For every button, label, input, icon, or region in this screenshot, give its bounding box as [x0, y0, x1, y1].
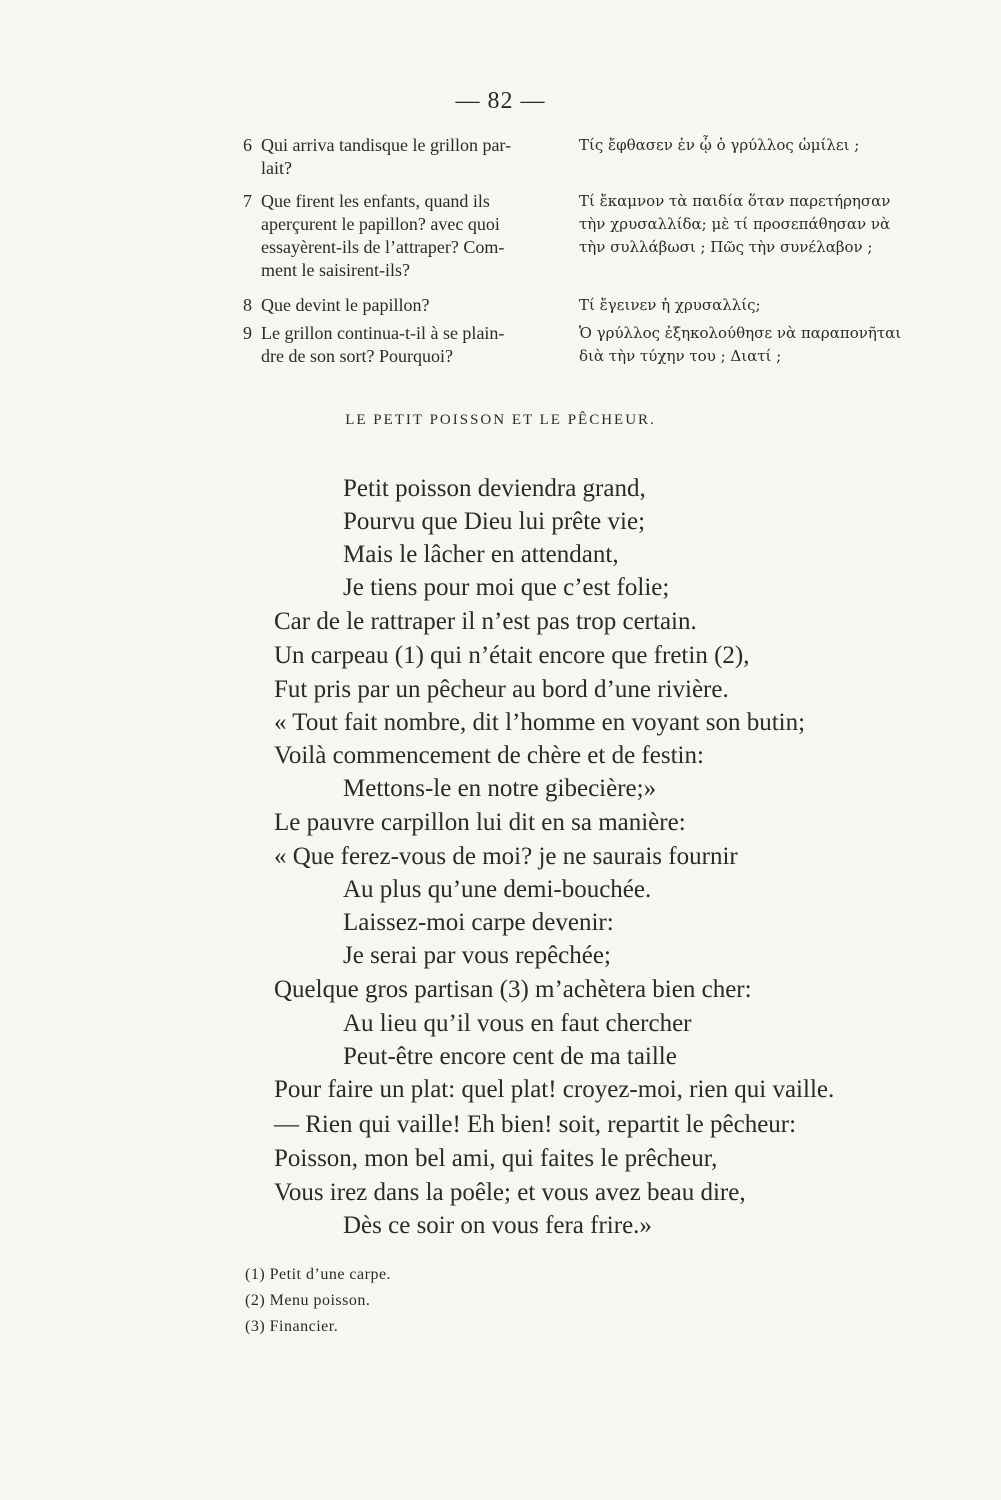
- question-french: [261, 134, 581, 180]
- verse-line: Quelque gros partisan (3) m’achètera bien cher:: [274, 976, 752, 1003]
- text-line: ment le saisirent-ils?: [261, 260, 410, 280]
- question-number: 9: [243, 323, 252, 343]
- verse-line: Laissez-moi carpe devenir:: [343, 909, 614, 936]
- question-greek: [579, 134, 939, 157]
- fable-title: LE PETIT POISSON ET LE PÊCHEUR.: [345, 412, 656, 428]
- verse-line: Au lieu qu’il vous en faut chercher: [343, 1010, 692, 1037]
- text-line: Τί ἔκαμνον τὰ παιδία ὅταν παρετήρησαν: [579, 192, 891, 210]
- question-9: [243, 322, 943, 368]
- verse-line: Un carpeau (1) qui n’était encore que fretin (2),: [274, 642, 750, 669]
- verse-line: « Tout fait nombre, dit l’homme en voyant son butin;: [274, 709, 806, 736]
- text-line: τὴν χρυσαλλίδα; μὲ τί προσεπάθησαν νὰ: [579, 215, 891, 233]
- verse-line: Dès ce soir on vous fera frire.»: [343, 1212, 652, 1239]
- verse-line: Au plus qu’une demi-bouchée.: [343, 876, 652, 903]
- text-line: Τίς ἔφθασεν ἐν ᾧ ὁ γρύλλος ὡμίλει ;: [579, 136, 860, 154]
- verse-line: Mettons-le en notre gibecière;»: [343, 775, 657, 802]
- verse-line: Vous irez dans la poêle; et vous avez beau dire,: [274, 1179, 746, 1206]
- question-number: 8: [243, 295, 252, 315]
- question-7: [243, 190, 943, 282]
- text-line: aperçurent le papillon? avec quoi: [261, 214, 500, 234]
- verse-line: Petit poisson deviendra grand,: [343, 475, 646, 502]
- text-line: essayèrent-ils de l’attraper? Com-: [261, 237, 505, 257]
- question-greek: [579, 190, 939, 259]
- text-line: Que firent les enfants, quand ils: [261, 191, 490, 211]
- question-french: [261, 322, 581, 368]
- footnote: (3) Financier.: [245, 1318, 339, 1335]
- text-line: Que devint le papillon?: [261, 295, 430, 315]
- text-line: διὰ τὴν τύχην του ; Διατί ;: [579, 347, 782, 365]
- question-number: 6: [243, 135, 252, 155]
- verse-line: Pour faire un plat: quel plat! croyez-moi, rien qui vaille.: [274, 1076, 835, 1103]
- question-8: [243, 294, 943, 317]
- verse-line: Pourvu que Dieu lui prête vie;: [343, 508, 646, 535]
- verse-line: Fut pris par un pêcheur au bord d’une rivière.: [274, 676, 729, 703]
- question-french: [261, 190, 581, 282]
- verse-line: Car de le rattraper il n’est pas trop certain.: [274, 608, 697, 635]
- text-line: Τί ἔγεινεν ἡ χρυσαλλίς;: [579, 296, 761, 314]
- page-number: — 82 —: [455, 88, 546, 114]
- verse-line: « Que ferez-vous de moi? je ne saurais fournir: [274, 843, 738, 870]
- text-line: dre de son sort? Pourquoi?: [261, 346, 453, 366]
- text-line: τὴν συλλάβωσι ; Πῶς τὴν συνέλαβον ;: [579, 238, 873, 256]
- text-line: Le grillon continua-t-il à se plain-: [261, 323, 505, 343]
- footnote: (1) Petit d’une carpe.: [245, 1266, 392, 1283]
- text-line: Qui arriva tandisque le grillon par-: [261, 135, 512, 155]
- verse-line: Poisson, mon bel ami, qui faites le prêcheur,: [274, 1145, 718, 1172]
- verse-line: Je serai par vous repêchée;: [343, 942, 611, 969]
- question-greek: [579, 322, 939, 368]
- question-6: [243, 134, 943, 180]
- question-french: [261, 294, 581, 317]
- verse-line: — Rien qui vaille! Eh bien! soit, repartit le pêcheur:: [274, 1111, 797, 1138]
- footnote: (2) Menu poisson.: [245, 1292, 371, 1309]
- verse-line: Le pauvre carpillon lui dit en sa manière:: [274, 809, 686, 836]
- verse-line: Je tiens pour moi que c’est folie;: [343, 574, 670, 601]
- text-line: lait?: [261, 158, 292, 178]
- verse-line: Mais le lâcher en attendant,: [343, 541, 619, 568]
- verse-line: Voilà commencement de chère et de festin:: [274, 742, 704, 769]
- text-line: Ὁ γρύλλος ἐξηκολούθησε νὰ παραπονῆται: [579, 324, 902, 342]
- question-greek: [579, 294, 939, 317]
- question-number: 7: [243, 191, 252, 211]
- verse-line: Peut-être encore cent de ma taille: [343, 1043, 677, 1070]
